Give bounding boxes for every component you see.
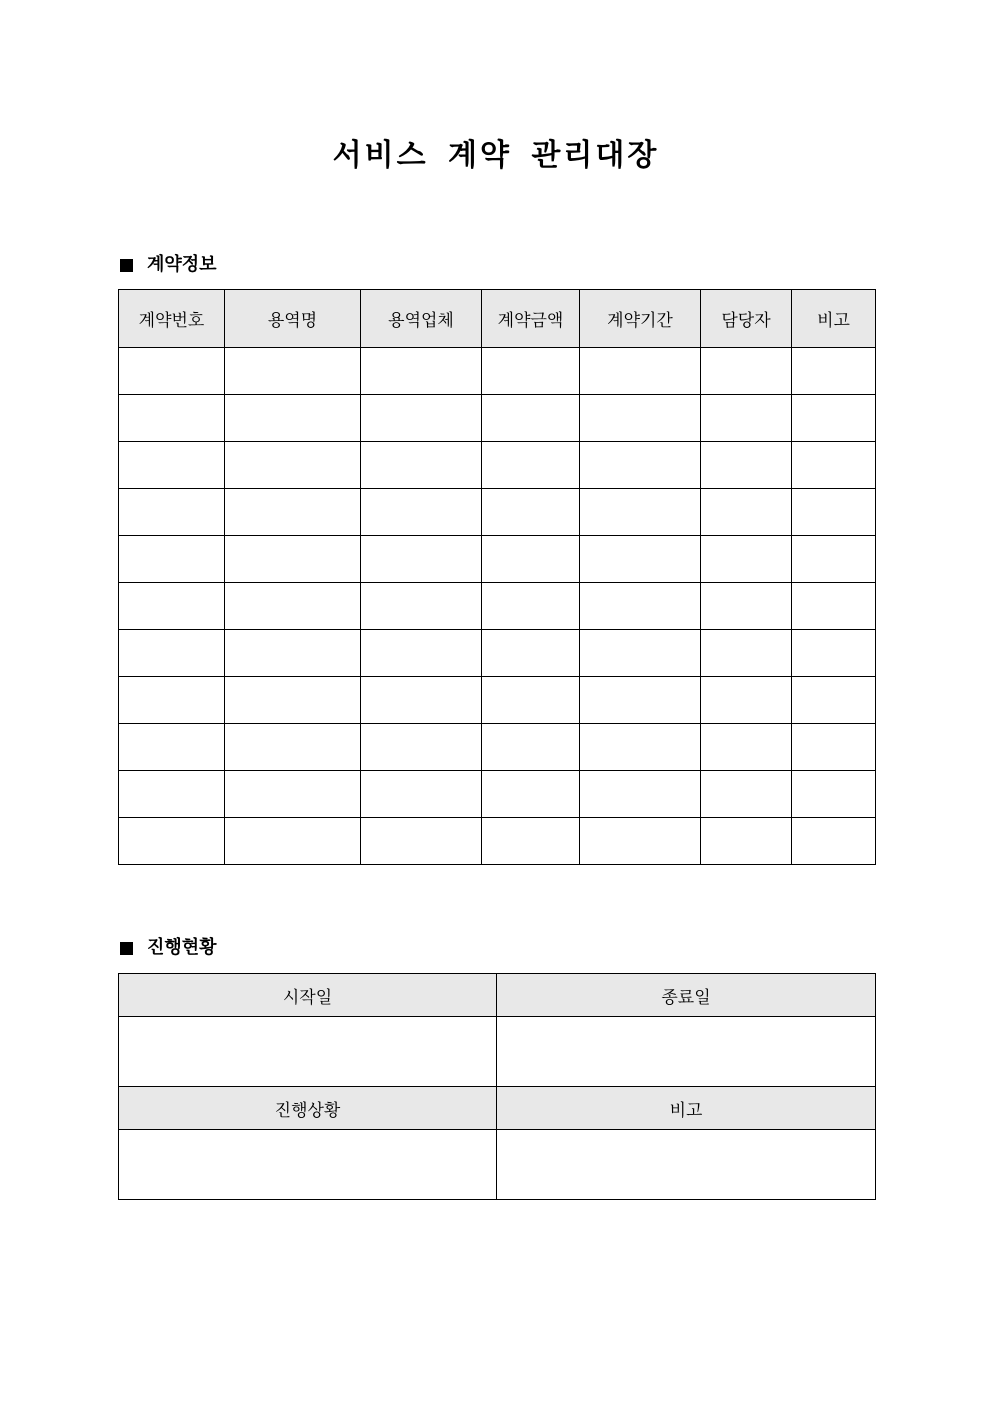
- table-row: [119, 1017, 876, 1087]
- service-name-cell[interactable]: [225, 489, 361, 536]
- contract-number-cell[interactable]: [119, 395, 225, 442]
- table-row: [119, 1130, 876, 1200]
- service-vendor-cell[interactable]: [361, 442, 482, 489]
- service-name-cell[interactable]: [225, 348, 361, 395]
- column-header-remarks: 비고: [792, 290, 876, 348]
- remarks-cell[interactable]: [792, 724, 876, 771]
- remarks-cell[interactable]: [792, 395, 876, 442]
- contract-number-cell[interactable]: [119, 630, 225, 677]
- contract-number-cell[interactable]: [119, 348, 225, 395]
- service-vendor-cell[interactable]: [361, 630, 482, 677]
- remarks-cell[interactable]: [792, 536, 876, 583]
- contract-period-cell[interactable]: [580, 442, 701, 489]
- manager-cell[interactable]: [701, 489, 792, 536]
- contract-period-cell[interactable]: [580, 724, 701, 771]
- table-row: [119, 771, 876, 818]
- start-date-label: 시작일: [119, 974, 497, 1017]
- section-heading-contract-info: [118, 253, 217, 277]
- table-row: [119, 489, 876, 536]
- service-name-cell[interactable]: [225, 536, 361, 583]
- contract-amount-cell[interactable]: [482, 583, 580, 630]
- service-name-cell[interactable]: [225, 818, 361, 865]
- progress-status-table: [118, 973, 876, 1200]
- contract-amount-cell[interactable]: [482, 442, 580, 489]
- manager-cell[interactable]: [701, 630, 792, 677]
- contract-period-cell[interactable]: [580, 536, 701, 583]
- contract-number-cell[interactable]: [119, 442, 225, 489]
- contract-number-cell[interactable]: [119, 583, 225, 630]
- contract-amount-cell[interactable]: [482, 630, 580, 677]
- table-row: [119, 818, 876, 865]
- manager-cell[interactable]: [701, 818, 792, 865]
- table-header-row: [119, 290, 876, 348]
- table-row: [119, 536, 876, 583]
- contract-period-cell[interactable]: [580, 348, 701, 395]
- contract-amount-cell[interactable]: [482, 536, 580, 583]
- service-vendor-cell[interactable]: [361, 348, 482, 395]
- remarks-label: 비고: [497, 1087, 876, 1130]
- contract-number-cell[interactable]: [119, 489, 225, 536]
- service-name-cell[interactable]: [225, 630, 361, 677]
- manager-cell[interactable]: [701, 771, 792, 818]
- service-vendor-cell[interactable]: [361, 489, 482, 536]
- page-title: 서비스 계약 관리대장: [332, 138, 660, 173]
- progress-label: 진행상황: [119, 1087, 497, 1130]
- service-vendor-cell[interactable]: [361, 771, 482, 818]
- contract-period-cell[interactable]: [580, 630, 701, 677]
- table-row: [119, 348, 876, 395]
- contract-amount-cell[interactable]: [482, 677, 580, 724]
- remarks-cell[interactable]: [497, 1130, 876, 1200]
- column-header-service-vendor: 용역업체: [361, 290, 482, 348]
- remarks-cell[interactable]: [792, 583, 876, 630]
- service-name-cell[interactable]: [225, 583, 361, 630]
- table-row: [119, 630, 876, 677]
- service-vendor-cell[interactable]: [361, 536, 482, 583]
- remarks-cell[interactable]: [792, 348, 876, 395]
- contract-number-cell[interactable]: [119, 818, 225, 865]
- remarks-cell[interactable]: [792, 771, 876, 818]
- start-date-cell[interactable]: [119, 1017, 497, 1087]
- column-header-contract-amount: 계약금액: [482, 290, 580, 348]
- remarks-cell[interactable]: [792, 442, 876, 489]
- contract-period-cell[interactable]: [580, 771, 701, 818]
- section-heading-label: 진행현황: [147, 937, 217, 958]
- table-header-row: [119, 974, 876, 1017]
- manager-cell[interactable]: [701, 348, 792, 395]
- contract-amount-cell[interactable]: [482, 818, 580, 865]
- contract-info-table: [118, 289, 876, 865]
- contract-amount-cell[interactable]: [482, 489, 580, 536]
- contract-amount-cell[interactable]: [482, 348, 580, 395]
- service-vendor-cell[interactable]: [361, 724, 482, 771]
- contract-period-cell[interactable]: [580, 489, 701, 536]
- column-header-contract-number: 계약번호: [119, 290, 225, 348]
- contract-number-cell[interactable]: [119, 724, 225, 771]
- contract-table-body: [119, 348, 876, 865]
- manager-cell[interactable]: [701, 442, 792, 489]
- service-vendor-cell[interactable]: [361, 818, 482, 865]
- end-date-label: 종료일: [497, 974, 876, 1017]
- service-name-cell[interactable]: [225, 442, 361, 489]
- service-vendor-cell[interactable]: [361, 677, 482, 724]
- service-name-cell[interactable]: [225, 724, 361, 771]
- service-vendor-cell[interactable]: [361, 583, 482, 630]
- contract-number-cell[interactable]: [119, 536, 225, 583]
- contract-amount-cell[interactable]: [482, 724, 580, 771]
- contract-number-cell[interactable]: [119, 771, 225, 818]
- service-name-cell[interactable]: [225, 677, 361, 724]
- contract-number-cell[interactable]: [119, 677, 225, 724]
- remarks-cell[interactable]: [792, 630, 876, 677]
- column-header-contract-period: 계약기간: [580, 290, 701, 348]
- contract-period-cell[interactable]: [580, 818, 701, 865]
- end-date-cell[interactable]: [497, 1017, 876, 1087]
- remarks-cell[interactable]: [792, 818, 876, 865]
- table-row: [119, 395, 876, 442]
- square-bullet-icon: [120, 942, 133, 955]
- contract-period-cell[interactable]: [580, 395, 701, 442]
- contract-period-cell[interactable]: [580, 583, 701, 630]
- contract-amount-cell[interactable]: [482, 395, 580, 442]
- manager-cell[interactable]: [701, 724, 792, 771]
- contract-amount-cell[interactable]: [482, 771, 580, 818]
- remarks-cell[interactable]: [792, 677, 876, 724]
- table-header-row: [119, 1087, 876, 1130]
- manager-cell[interactable]: [701, 677, 792, 724]
- manager-cell[interactable]: [701, 395, 792, 442]
- table-row: [119, 442, 876, 489]
- manager-cell[interactable]: [701, 583, 792, 630]
- progress-cell[interactable]: [119, 1130, 497, 1200]
- column-header-manager: 담당자: [701, 290, 792, 348]
- remarks-cell[interactable]: [792, 489, 876, 536]
- service-name-cell[interactable]: [225, 771, 361, 818]
- square-bullet-icon: [120, 259, 133, 272]
- manager-cell[interactable]: [701, 536, 792, 583]
- table-row: [119, 724, 876, 771]
- service-name-cell[interactable]: [225, 395, 361, 442]
- table-row: [119, 677, 876, 724]
- section-heading-label: 계약정보: [147, 254, 217, 275]
- table-row: [119, 583, 876, 630]
- column-header-service-name: 용역명: [225, 290, 361, 348]
- contract-period-cell[interactable]: [580, 677, 701, 724]
- section-heading-progress-status: [118, 936, 217, 960]
- service-vendor-cell[interactable]: [361, 395, 482, 442]
